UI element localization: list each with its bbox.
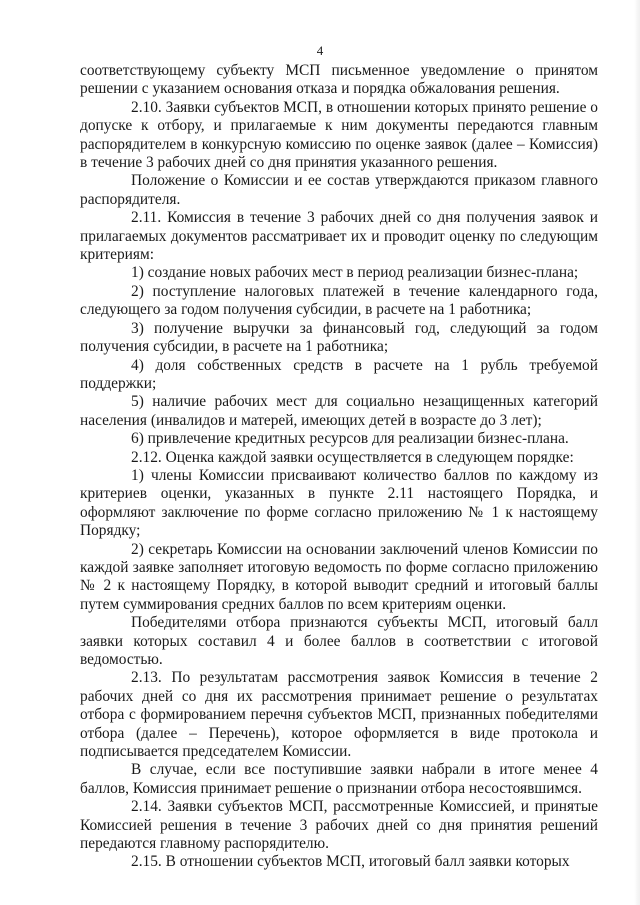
paragraph: Победителями отбора признаются субъекты МСП, итоговый балл заявки которых составил 4 и более баллов в соответствии с итоговой ведомостью. (80, 614, 598, 668)
list-item: 4) доля собственных средств в расчете на 1 рубль требуемой поддержки; (80, 356, 598, 392)
list-item: 6) привлечение кредитных ресурсов для реализации бизнес-плана. (131, 430, 569, 448)
list-item: 2) секретарь Комиссии на основании заключений членов Комиссии по каждой заявке заполняет итоговую ведомость по форме согласно приложению № 2 к настоящему Порядку, в которой выводит средний и итоговый баллы путем суммирования средних баллов по всем критериям оценки. (80, 540, 598, 613)
paragraph: 2.13. По результатам рассмотрения заявок Комиссия в течение 2 рабочих дней со дня их рассмотрения принимает решение о результатах отбора с формированием перечня субъектов МСП, признанных победителями отбора (далее – Перечень), которое оформляется в виде протокола и подписывается председателем Комиссии. (80, 669, 598, 761)
paragraph: Положение о Комиссии и ее состав утверждаются приказом главного распорядителя. (80, 172, 598, 208)
paragraph: 2.12. Оценка каждой заявки осуществляется в следующем порядке: (131, 448, 574, 466)
page-edge-shadow (634, 0, 640, 905)
list-item: 1) члены Комиссии присваивают количество баллов по каждому из критериев оценки, указанных в пункте 2.11 настоящего Порядка, и оформляют заключение по форме согласно приложению № 1 к настоящему Порядку; (80, 466, 598, 540)
list-item: 3) получение выручки за финансовый год, следующий за годом получения субсидии, в расчете на 1 работника; (80, 319, 598, 356)
page-number: 4 (316, 43, 324, 58)
paragraph: соответствующему субъекту МСП письменное уведомление о принятом решении с указанием основания отказа и порядка обжалования решения. (80, 62, 598, 98)
list-item: 5) наличие рабочих мест для социально незащищенных категорий населения (инвалидов и матерей, имеющих детей в возрасте до 3 лет); (80, 393, 598, 429)
paragraph: 2.10. Заявки субъектов МСП, в отношении которых принято решение о допуске к отбору, и прилагаемые к ним документы передаются главным распорядителем в конкурсную комиссию по оценке заявок (далее – Комиссия) в течение 3 рабочих дней со дня принятия указанного решения. (80, 98, 598, 172)
paragraph: 2.11. Комиссия в течение 3 рабочих дней со дня получения заявок и прилагаемых документов рассматривает их и проводит оценку по следующим критериям: (80, 209, 598, 264)
paragraph: 2.14. Заявки субъектов МСП, рассмотренные Комиссией, и принятые Комиссией решения в течение 3 рабочих дней со дня принятия решений передаются главному распорядителю. (80, 798, 598, 853)
list-item: 1) создание новых рабочих мест в период реализации бизнес-плана; (131, 264, 579, 282)
paragraph: В случае, если все поступившие заявки набрали в итоге менее 4 баллов, Комиссия принимает решение о признании отбора несостоявшимся. (80, 761, 598, 797)
document-body (80, 62, 598, 872)
list-item: 2) поступление налоговых платежей в течение календарного года, следующего за годом получения субсидии, в расчете на 1 работника; (80, 282, 598, 319)
paragraph: 2.15. В отношении субъектов МСП, итоговый балл заявки которых (131, 853, 570, 871)
